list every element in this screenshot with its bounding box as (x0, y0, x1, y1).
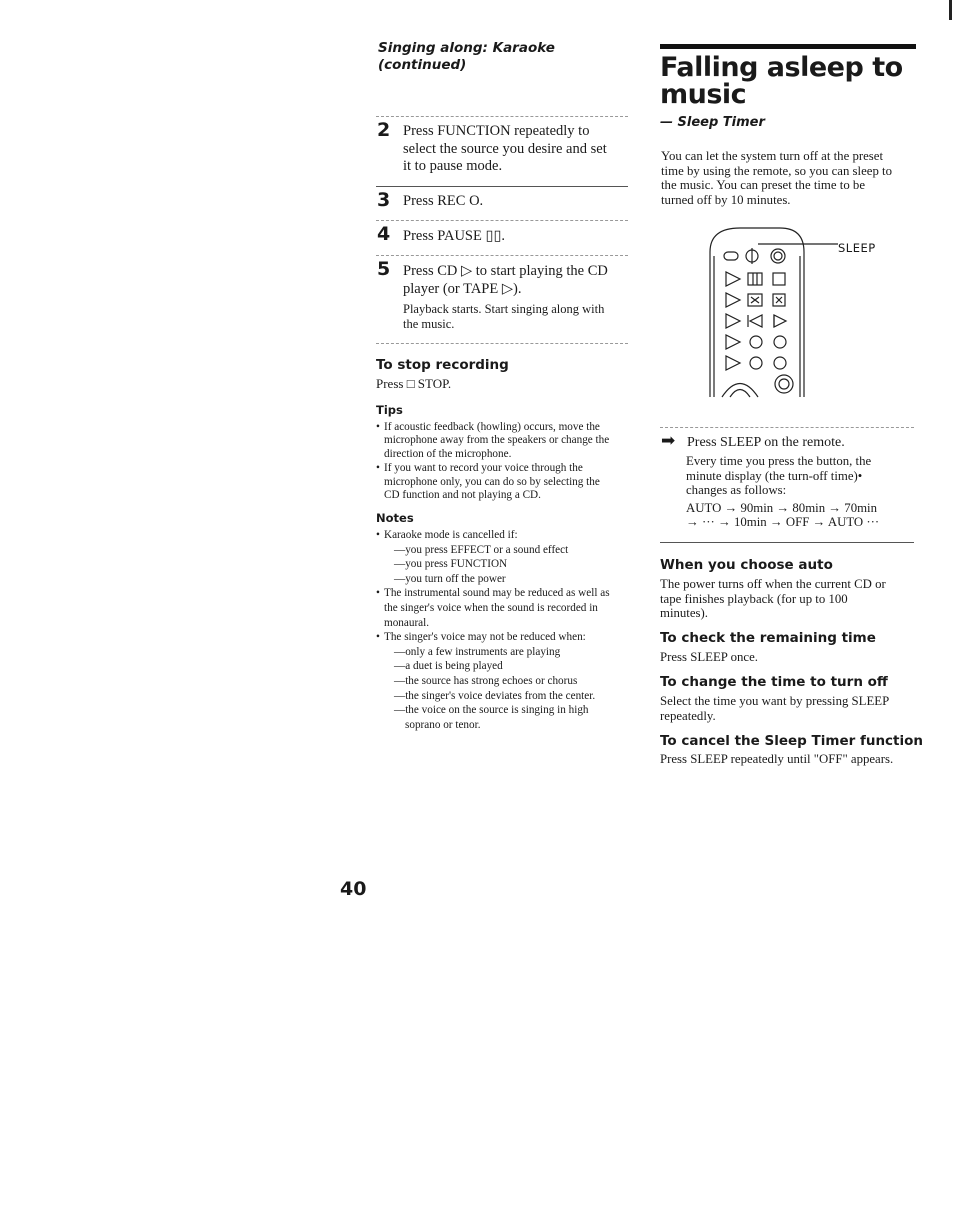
step-text (403, 263, 608, 298)
note-subitem (376, 703, 638, 718)
tip-line: If you want to record your voice through the (384, 462, 583, 475)
step-line: select the source you desire and set (403, 140, 607, 157)
notes-list (376, 528, 638, 732)
intro-line: You can let the system turn off at the preset (661, 149, 884, 163)
note-subline: —you press FUNCTION (394, 558, 508, 571)
sequence-line: AUTO → 90min → 80min → 70min (686, 500, 878, 515)
change-text (660, 694, 889, 723)
step-result (403, 302, 604, 332)
note-subitem (376, 557, 638, 572)
step-line: it to pause mode. (403, 158, 503, 174)
check-heading: To check the remaining time (660, 630, 876, 646)
note-subitem (376, 689, 638, 704)
edge-mark (949, 0, 952, 20)
tip-line: CD function and not playing a CD. (384, 489, 541, 502)
note-subline: —a duet is being played (394, 660, 503, 673)
note-line: The instrumental sound may be reduced as well as (384, 587, 610, 600)
note-subline: —you press EFFECT or a sound effect (394, 543, 569, 556)
sleep-step-detail (686, 454, 879, 530)
step-text (403, 228, 505, 246)
step-divider (376, 255, 628, 256)
step-text (403, 193, 483, 211)
intro-text (661, 149, 892, 207)
note-item: • The singer's voice may not be reduced when: (376, 630, 638, 645)
notes-heading: Notes (376, 511, 414, 525)
step-line: Press CD ▷ to start playing the CD (403, 263, 608, 279)
tip-line: microphone away from the speakers or change the (384, 434, 610, 447)
section-heading-line2: (continued) (378, 57, 467, 73)
step-divider (376, 220, 628, 221)
note-subitem (376, 718, 638, 733)
note-line: The singer's voice may not be reduced when: (384, 631, 586, 644)
stop-recording-text: Press □ STOP. (376, 376, 452, 391)
change-line: Select the time you want by pressing SLEEP (660, 694, 890, 708)
sequence-line: → ··· → 10min → OFF → AUTO ··· (686, 515, 880, 530)
note-subitem (376, 572, 638, 587)
note-item: • The instrumental sound may be reduced as well as the singer's voice when the sound is recorded in monaural. (376, 586, 638, 630)
intro-line: turned off by 10 minutes. (661, 192, 791, 207)
change-line: repeatedly. (660, 708, 716, 723)
note-item: • Karaoke mode is cancelled if: (376, 528, 638, 543)
section-heading-line1: Singing along: Karaoke (378, 40, 555, 56)
check-text: Press SLEEP once. (660, 650, 758, 664)
detail-line: changes as follows: (686, 483, 787, 498)
detail-line: Every time you press the button, the (686, 454, 872, 468)
note-subitem (376, 674, 638, 689)
stop-recording-heading: To stop recording (376, 357, 509, 373)
step-divider (660, 427, 914, 428)
note-subline: soprano or tenor. (405, 718, 481, 731)
step-result-line: Playback starts. Start singing along with (403, 302, 605, 316)
note-subline: —the source has strong echoes or chorus (394, 674, 578, 687)
note-subline: —only a few instruments are playing (394, 645, 561, 658)
step-number: 2 (377, 119, 391, 141)
step-divider (660, 542, 914, 543)
tips-list (376, 421, 636, 502)
sleep-step-text: Press SLEEP on the remote. (687, 435, 845, 450)
auto-line: The power turns off when the current CD or (660, 577, 886, 591)
cancel-heading: To cancel the Sleep Timer function (660, 733, 924, 749)
tip-line: microphone only, you can do so by selecting the (384, 475, 600, 488)
step-divider (376, 343, 628, 344)
intro-line: the music. You can preset the time to be (661, 178, 865, 193)
step-line: Press FUNCTION repeatedly to (403, 123, 590, 139)
section-heading (378, 40, 555, 74)
page-number: 40 (340, 878, 367, 900)
step-divider (376, 186, 628, 187)
auto-line: minutes). (660, 606, 708, 621)
tips-heading: Tips (376, 403, 403, 417)
step-number: 3 (377, 189, 391, 211)
sleep-callout-label: SLEEP (838, 241, 876, 255)
step-number: 4 (377, 223, 391, 245)
step-number: 5 (377, 258, 391, 280)
note-line: Karaoke mode is cancelled if: (384, 529, 518, 541)
note-subline: —the singer's voice deviates from the center. (394, 689, 596, 702)
intro-line: time by using the remote, so you can sleep to (661, 163, 893, 178)
tip-line: If acoustic feedback (howling) occurs, move the (384, 421, 600, 433)
step-line: Press REC O. (403, 193, 484, 209)
tip-item: • If you want to record your voice through the microphone only, you can do so by selecting the CD function and not playing a CD. (376, 462, 636, 502)
tip-item: • If acoustic feedback (howling) occurs, move the microphone away from the speakers or change the direction of the microphone. (376, 421, 636, 461)
title-rule (660, 44, 916, 49)
note-subitem (376, 645, 638, 660)
change-heading: To change the time to turn off (660, 674, 888, 690)
detail-line: minute display (the turn-off time)• (686, 468, 863, 483)
page-title (660, 54, 903, 108)
step-text (403, 123, 607, 176)
page-title-line2: music (660, 79, 747, 110)
step-result-line: the music. (403, 317, 455, 331)
note-subline: —you turn off the power (394, 572, 506, 585)
note-subline: —the voice on the source is singing in high (394, 704, 589, 717)
auto-text (660, 577, 886, 621)
note-subitem (376, 543, 638, 558)
tip-line: direction of the microphone. (384, 447, 512, 460)
page-title-line1: Falling asleep to (660, 52, 903, 83)
note-line: monaural. (384, 616, 430, 629)
step-divider (376, 116, 628, 117)
auto-line: tape finishes playback (for up to 100 (660, 591, 848, 606)
note-line: the singer's voice when the sound is recorded in (384, 601, 598, 614)
auto-heading: When you choose auto (660, 557, 833, 573)
step-arrow-icon: ➡ (661, 431, 676, 451)
step-line: Press PAUSE ▯▯. (403, 228, 506, 244)
step-line: player (or TAPE ▷). (403, 280, 522, 297)
note-subitem (376, 659, 638, 674)
page-subtitle: — Sleep Timer (660, 115, 765, 130)
cancel-text: Press SLEEP repeatedly until "OFF" appears. (660, 752, 894, 766)
